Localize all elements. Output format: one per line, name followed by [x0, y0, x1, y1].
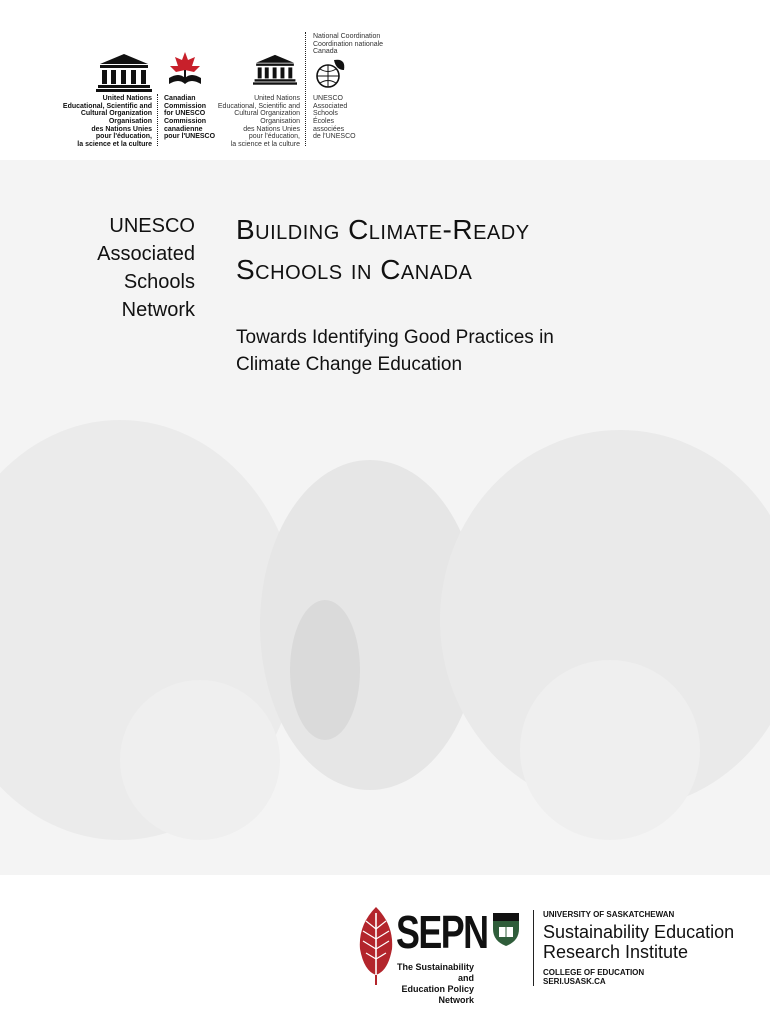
ccu-logo [165, 50, 205, 92]
unesco-logo [96, 52, 152, 92]
text-line: United Nations [254, 95, 300, 102]
unesco-temple-icon [253, 52, 297, 86]
text-line: canadienne [164, 125, 203, 133]
page-title [236, 210, 736, 290]
usask-shield-logo [491, 911, 521, 947]
maple-leaf-icon [165, 50, 205, 92]
text-line: pour l'UNESCO [164, 133, 216, 141]
title-line: Schools in Canada [236, 254, 473, 285]
subtitle [236, 324, 736, 378]
text-line: Cultural Organization [234, 110, 300, 118]
sepn-acronym: SEPN [396, 906, 488, 958]
text-line: Educational, Scientific and [217, 102, 300, 110]
side-title-line: Network [121, 299, 195, 321]
network-fr [313, 118, 356, 141]
text-line: des Nations Unies [243, 125, 300, 133]
text-line: Organisation [108, 118, 152, 125]
text-line: Education Policy Network [401, 984, 474, 1005]
sepn-name [388, 962, 474, 1006]
text-line: Écoles [313, 118, 335, 125]
text-line: UNESCO [313, 95, 343, 102]
side-title-line: Associated [97, 243, 195, 265]
text-line: for UNESCO [164, 110, 206, 118]
divider [305, 32, 307, 146]
side-title [60, 212, 195, 324]
text-line: associées [313, 125, 345, 133]
subtitle-line: Towards Identifying Good Practices in [236, 327, 554, 348]
text-line: pour l'éducation, [248, 133, 300, 141]
network-heading [313, 33, 383, 56]
text-line: The Sustainability and [396, 962, 474, 983]
unesco-org-fr-2 [210, 118, 300, 148]
usask-text [543, 910, 734, 986]
side-title-line: UNESCO [109, 215, 195, 237]
globe-leaf-icon [312, 56, 348, 92]
unesco-org-en-2 [210, 95, 300, 118]
text-line: Educational, Scientific and [62, 102, 152, 110]
text-line: Commission [164, 118, 207, 125]
text-line: National Coordination [313, 33, 381, 40]
university-name: UNIVERSITY OF SASKATCHEWAN [543, 910, 675, 919]
text-line: Canadian [164, 95, 196, 102]
text-line: Cultural Organization [80, 110, 152, 118]
text-line: Canada [313, 48, 338, 56]
ccu-en [164, 95, 206, 118]
college-name: COLLEGE OF EDUCATION [543, 968, 645, 977]
unesco-org-fr [60, 118, 152, 148]
network-en [313, 95, 347, 118]
institute-name: Sustainability Education [543, 922, 735, 942]
text-line: pour l'éducation, [95, 133, 152, 141]
text-line: la science et la culture [77, 140, 152, 148]
divider [533, 910, 535, 986]
aspnet-logo [312, 56, 348, 92]
unesco-logo-2 [253, 52, 297, 86]
title-line: Building Climate-Ready [236, 214, 530, 245]
text-line: Associated [313, 102, 348, 110]
text-line: Organisation [260, 118, 300, 125]
text-line: des Nations Unies [91, 125, 152, 133]
subtitle-line: Climate Change Education [236, 354, 463, 375]
unesco-temple-icon [96, 52, 152, 92]
side-title-line: Schools [123, 271, 195, 293]
divider [157, 94, 159, 146]
unesco-org-en [60, 95, 152, 118]
institute-name: Research Institute [543, 942, 689, 962]
text-line: Schools [313, 110, 338, 118]
text-line: la science et la culture [230, 140, 300, 148]
text-line: de l'UNESCO [313, 133, 356, 141]
text-line: Commission [164, 102, 207, 110]
shield-icon [491, 911, 521, 947]
text-line: United Nations [102, 95, 152, 102]
text-line: Coordination nationale [313, 40, 384, 48]
ccu-fr [164, 118, 215, 141]
website-url: SERI.USASK.CA [543, 977, 606, 986]
